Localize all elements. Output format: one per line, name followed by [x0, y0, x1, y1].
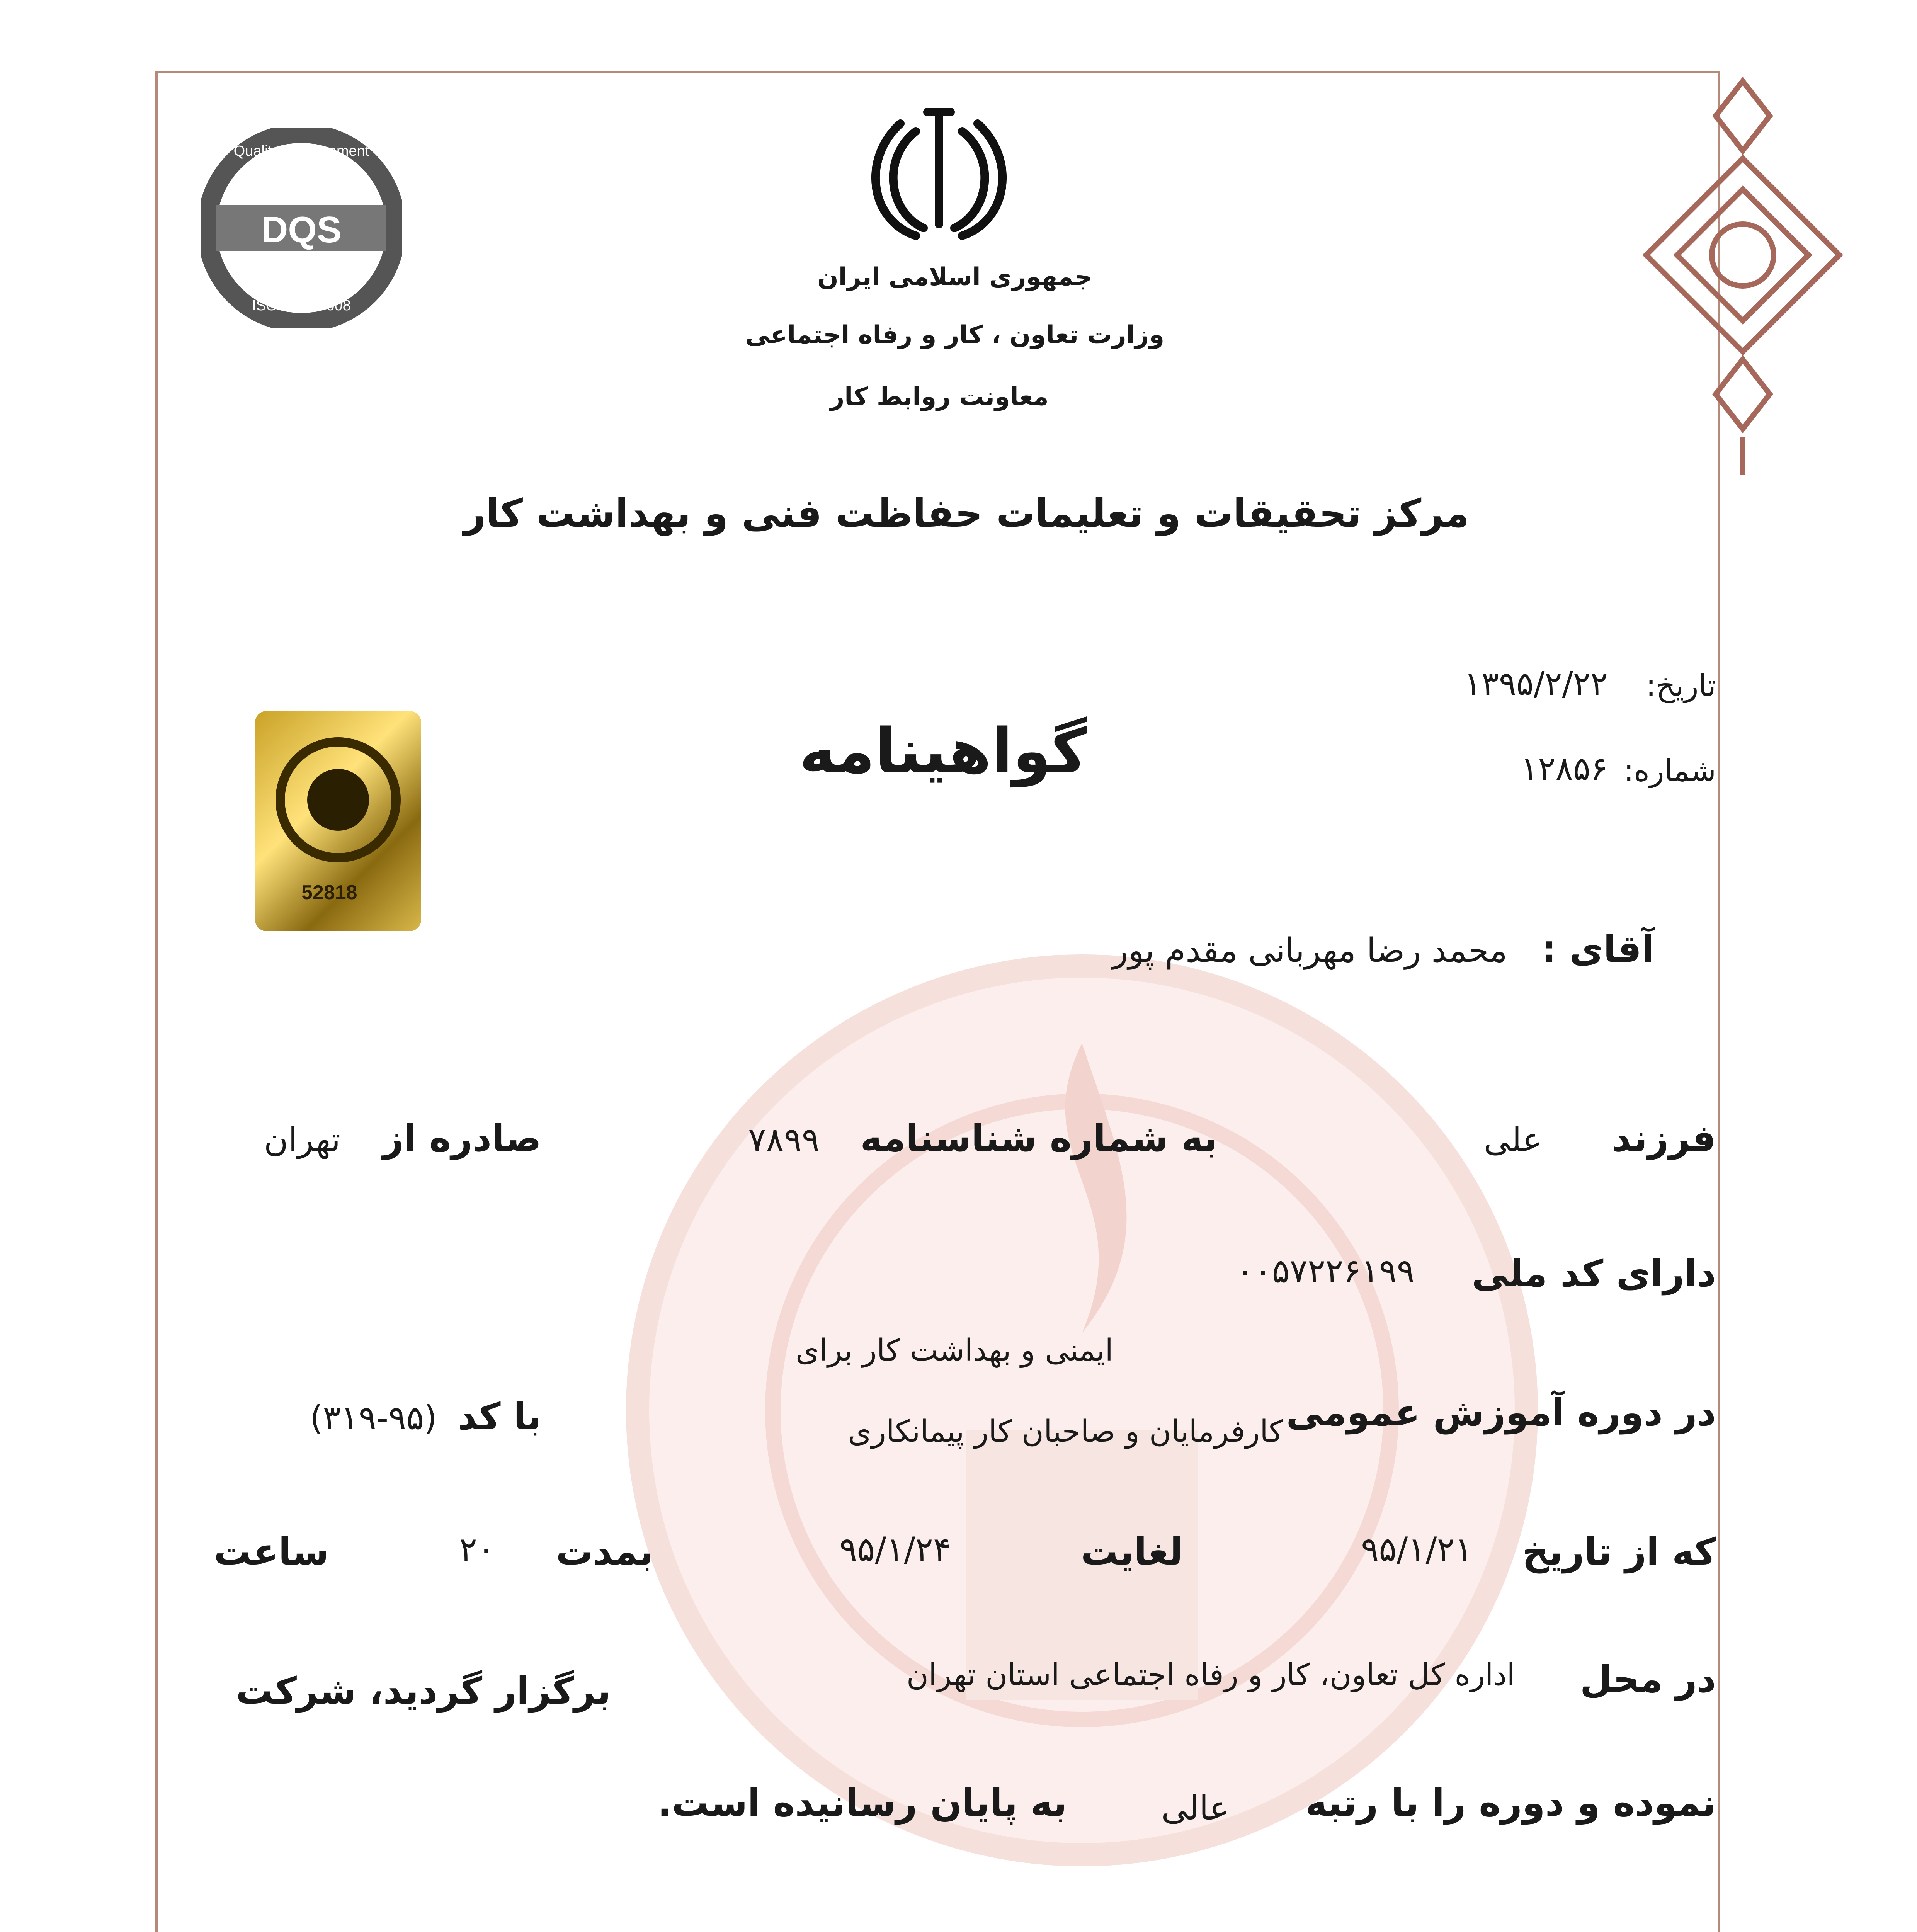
dqs-quality-logo	[201, 128, 402, 328]
certificate-title: گواهینامه	[799, 715, 1087, 787]
hours-label: ساعت	[214, 1530, 329, 1573]
date-label: تاریخ:	[1646, 668, 1716, 703]
course-label: در دوره آموزش عمومی	[1286, 1391, 1716, 1434]
held-label: برگزار گردید، شرکت	[236, 1669, 611, 1713]
number-label: شماره:	[1623, 753, 1716, 788]
to-label: لغایت	[1081, 1530, 1183, 1573]
id-number: ۷۸۹۹	[748, 1121, 820, 1159]
national-code-label: دارای کد ملی	[1471, 1252, 1716, 1295]
place-label: در محل	[1580, 1658, 1716, 1701]
dqs-top-text: Quality Management	[233, 143, 369, 159]
id-label: به شماره شناسنامه	[860, 1117, 1218, 1160]
duration-label: بمدت	[556, 1530, 653, 1573]
to-date: ۹۵/۱/۲۴	[839, 1530, 951, 1569]
iran-emblem-icon	[858, 97, 1020, 243]
grade-value: عالی	[1161, 1789, 1229, 1828]
deputy-title: معاونت روابط کار	[830, 383, 1049, 411]
child-label: فرزند	[1612, 1117, 1716, 1160]
certificate-border	[155, 71, 1720, 1932]
code-value: (۳۱۹-۹۵)	[310, 1399, 437, 1437]
number-value: ۱۲۸۵۶	[1521, 750, 1608, 787]
code-label: با کد	[458, 1395, 541, 1438]
course-line-2: کارفرمایان و صاحبان کار پیمانکاری	[848, 1414, 1283, 1449]
course-line-1: ایمنی و بهداشت کار برای	[795, 1333, 1113, 1368]
duration-value: ۲۰	[459, 1530, 495, 1569]
dqs-center-text: DQS	[261, 209, 342, 250]
top-right-ornament	[1607, 73, 1878, 479]
republic-title: جمهوری اسلامی ایران	[817, 263, 1092, 291]
father-name: علی	[1483, 1121, 1542, 1159]
from-date: ۹۵/۱/۲۱	[1361, 1530, 1473, 1569]
mr-label: آقای :	[1541, 927, 1654, 971]
from-label: که از تاریخ	[1522, 1530, 1716, 1573]
issued-label: صادره از	[382, 1117, 541, 1160]
hologram-seal	[255, 711, 421, 931]
final-label-2: به پایان رسانیده است.	[657, 1781, 1067, 1825]
date-value: ۱۳۹۵/۲/۲۲	[1464, 665, 1608, 702]
center-title: مرکز تحقیقات و تعلیمات حفاظت فنی و بهداشت کار	[463, 491, 1470, 536]
place-value: اداره کل تعاون، کار و رفاه اجتماعی استان تهران	[906, 1658, 1515, 1692]
hologram-number: 52818	[301, 881, 357, 904]
recipient-name: محمد رضا مهربانی مقدم پور	[1112, 931, 1507, 970]
final-label-1: نموده و دوره را با رتبه	[1305, 1781, 1716, 1825]
issued-city: تهران	[264, 1121, 340, 1159]
dqs-bottom-text: ISO 9001:2008	[252, 298, 351, 314]
ministry-title: وزارت تعاون ، کار و رفاه اجتماعی	[745, 321, 1165, 349]
national-code: ۰۰۵۷۲۲۶۱۹۹	[1236, 1252, 1415, 1291]
